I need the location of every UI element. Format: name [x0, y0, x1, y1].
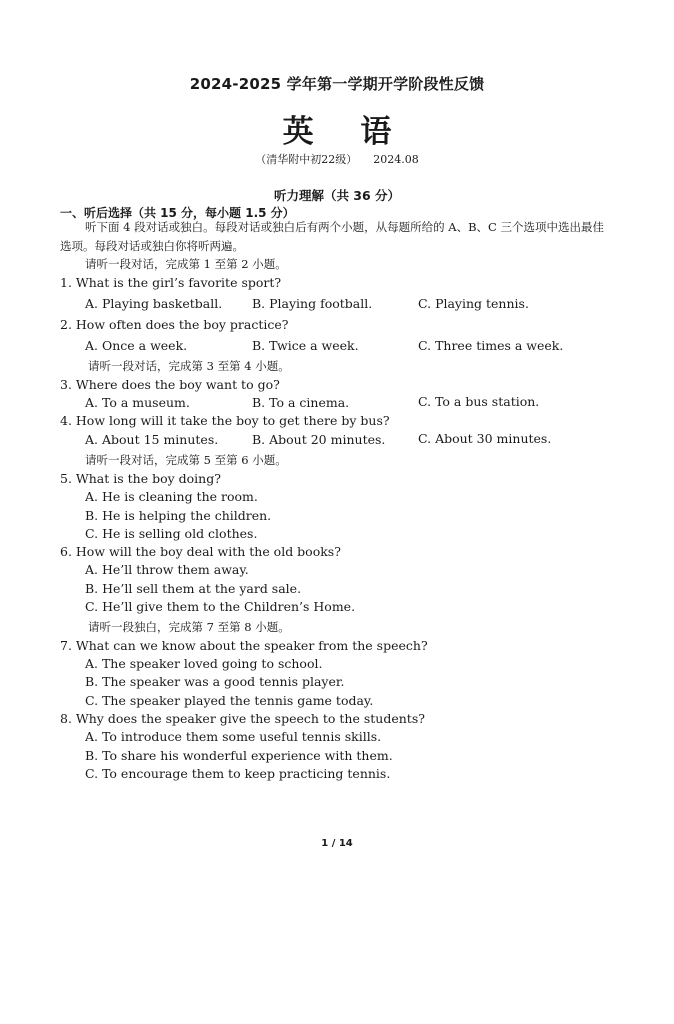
question-stem: 2. How often does the boy practice? — [60, 317, 289, 332]
question-stem: 1. What is the girl’s favorite sport? — [60, 275, 282, 290]
listening-prompt: 请听一段对话，完成第 5 至第 6 小题。 — [85, 453, 287, 467]
page-number: 1 / 14 — [321, 838, 353, 849]
option-a[interactable]: A. Playing basketball. — [85, 296, 223, 311]
listening-prompt: 请听一段独白，完成第 7 至第 8 小题。 — [88, 620, 290, 634]
subject-title: 英 语 — [282, 114, 410, 150]
option-c[interactable]: C. About 30 minutes. — [418, 431, 552, 446]
option-c[interactable]: C. Three times a week. — [418, 338, 564, 353]
option-c[interactable]: C. He’ll give them to the Children’s Home. — [85, 599, 356, 614]
question-stem: 5. What is the boy doing? — [60, 471, 221, 486]
listening-prompt: 请听一段对话，完成第 1 至第 2 小题。 — [85, 257, 287, 271]
option-a[interactable]: A. To a museum. — [85, 395, 190, 410]
option-b[interactable]: B. To share his wonderful experience with them. — [85, 748, 393, 763]
option-b[interactable]: B. Playing football. — [252, 296, 373, 311]
option-b[interactable]: B. Twice a week. — [252, 338, 359, 353]
option-a[interactable]: A. He’ll throw them away. — [85, 562, 249, 577]
option-c[interactable]: C. He is selling old clothes. — [85, 526, 258, 541]
question-stem: 8. Why does the speaker give the speech to the students? — [60, 711, 425, 726]
question-stem: 6. How will the boy deal with the old books? — [60, 544, 341, 559]
question-stem: 4. How long will it take the boy to get there by bus? — [60, 413, 390, 428]
option-b[interactable]: B. He is helping the children. — [85, 508, 272, 523]
option-a[interactable]: A. To introduce them some useful tennis skills. — [85, 729, 382, 744]
option-a[interactable]: A. He is cleaning the room. — [85, 489, 258, 504]
section-title: 听力理解（共 36 分） — [273, 188, 401, 203]
option-c[interactable]: C. The speaker played the tennis game today. — [85, 693, 374, 708]
option-c[interactable]: C. To encourage them to keep practicing tennis. — [85, 766, 391, 781]
exam-meta — [0, 151, 674, 167]
option-b[interactable]: B. To a cinema. — [252, 395, 350, 410]
option-c[interactable]: C. To a bus station. — [418, 394, 540, 409]
exam-title: 2024-2025 学年第一学期开学阶段性反馈 — [189, 75, 485, 93]
option-b[interactable]: B. About 20 minutes. — [252, 432, 386, 447]
option-a[interactable]: A. About 15 minutes. — [85, 432, 219, 447]
question-stem: 3. Where does the boy want to go? — [60, 377, 280, 392]
exam-date: 2024.08 — [373, 153, 419, 166]
question-stem: 7. What can we know about the speaker from the speech? — [60, 638, 428, 653]
listening-prompt: 请听一段对话，完成第 3 至第 4 小题。 — [88, 359, 290, 373]
option-b[interactable]: B. He’ll sell them at the yard sale. — [85, 581, 302, 596]
part-title: 一、听后选择（共 15 分，每小题 1.5 分） — [60, 206, 295, 220]
option-c[interactable]: C. Playing tennis. — [418, 296, 529, 311]
instruction-line-1: 听下面 4 段对话或独白。每段对话或独白后有两个小题，从每题所给的 A、B、C 三个选项中选出最佳 — [85, 220, 604, 234]
option-a[interactable]: A. Once a week. — [85, 338, 188, 353]
option-a[interactable]: A. The speaker loved going to school. — [85, 656, 323, 671]
option-b[interactable]: B. The speaker was a good tennis player. — [85, 674, 345, 689]
instruction-line-2: 选项。每段对话或独白你将听两遍。 — [60, 239, 244, 253]
class-info: （清华附中初22级） — [255, 153, 358, 166]
